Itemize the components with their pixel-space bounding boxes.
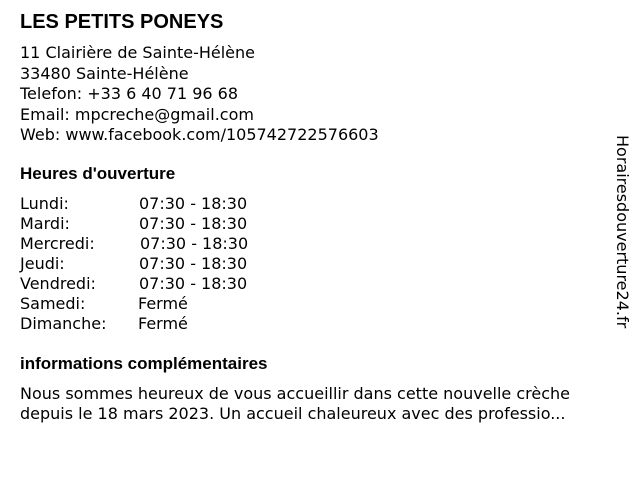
day-hours: Fermé bbox=[138, 294, 188, 313]
hours-row-friday bbox=[20, 274, 320, 294]
opening-hours-list bbox=[20, 194, 320, 334]
day-label: Mardi: bbox=[20, 214, 70, 233]
info-line-1: Nous sommes heureux de vous accueillir dans cette nouvelle crèche bbox=[20, 384, 570, 403]
opening-hours-heading: Heures d'ouverture bbox=[20, 164, 176, 183]
contact-block bbox=[20, 43, 379, 146]
info-line-2: depuis le 18 mars 2023. Un accueil chaleureux avec des professio... bbox=[20, 404, 566, 423]
day-hours: 07:30 - 18:30 bbox=[139, 274, 248, 293]
day-label: Jeudi: bbox=[20, 254, 65, 273]
site-watermark: Horairesdouverture24.fr bbox=[613, 135, 632, 329]
web-text: Web: www.facebook.com/105742722576603 bbox=[20, 125, 379, 144]
hours-row-thursday bbox=[20, 254, 320, 274]
additional-info-heading: informations complémentaires bbox=[20, 354, 268, 373]
address-line-1: 11 Clairière de Sainte-Hélène bbox=[20, 43, 256, 62]
day-label: Mercredi: bbox=[20, 234, 95, 253]
hours-row-sunday bbox=[20, 314, 320, 334]
day-label: Vendredi: bbox=[20, 274, 96, 293]
day-hours: 07:30 - 18:30 bbox=[139, 254, 248, 273]
phone-text: Telefon: +33 6 40 71 96 68 bbox=[20, 84, 239, 103]
business-name: LES PETITS PONEYS bbox=[20, 11, 224, 33]
hours-row-tuesday bbox=[20, 214, 320, 234]
hours-row-wednesday bbox=[20, 234, 320, 254]
hours-row-monday bbox=[20, 194, 320, 214]
day-label: Samedi: bbox=[20, 294, 86, 313]
day-label: Dimanche: bbox=[20, 314, 107, 333]
additional-info-text bbox=[20, 384, 620, 424]
hours-row-saturday bbox=[20, 294, 320, 314]
day-hours: Fermé bbox=[138, 314, 188, 333]
day-hours: 07:30 - 18:30 bbox=[139, 194, 248, 213]
day-label: Lundi: bbox=[20, 194, 69, 213]
address-line-2: 33480 Sainte-Hélène bbox=[20, 63, 189, 83]
email-text: Email: mpcreche@gmail.com bbox=[20, 104, 254, 124]
day-hours: 07:30 - 18:30 bbox=[140, 234, 249, 253]
day-hours: 07:30 - 18:30 bbox=[139, 214, 248, 233]
